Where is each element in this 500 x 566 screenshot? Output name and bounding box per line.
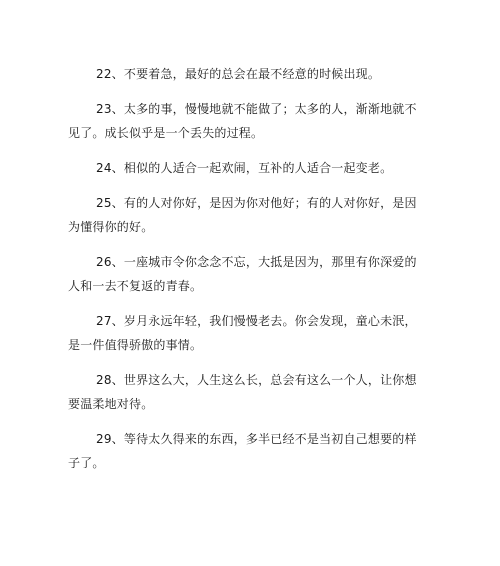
paragraph-24: 24、相似的人适合一起欢闹，互补的人适合一起变老。	[96, 161, 393, 175]
paragraph-28: 28、世界这么大，人生这么长，总会有这么一个人，让你想要温柔地对待。	[68, 373, 417, 411]
paragraph-23: 23、太多的事，慢慢地就不能做了；太多的人，渐渐地就不见了。成长似乎是一个丢失的过程。	[68, 102, 417, 140]
paragraph-22: 22、不要着急，最好的总会在最不经意的时候出现。	[96, 67, 381, 81]
paragraph-27: 27、岁月永远年轻，我们慢慢老去。你会发现，童心未泯，是一件值得骄傲的事情。	[68, 314, 417, 352]
paragraph-29: 29、等待太久得来的东西，多半已经不是当初自己想要的样子了。	[68, 432, 417, 470]
paragraph-26: 26、一座城市令你念念不忘，大抵是因为，那里有你深爱的人和一去不复返的青春。	[68, 255, 417, 293]
document-body	[68, 62, 428, 486]
paragraph-25: 25、有的人对你好，是因为你对他好；有的人对你好，是因为懂得你的好。	[68, 196, 417, 234]
